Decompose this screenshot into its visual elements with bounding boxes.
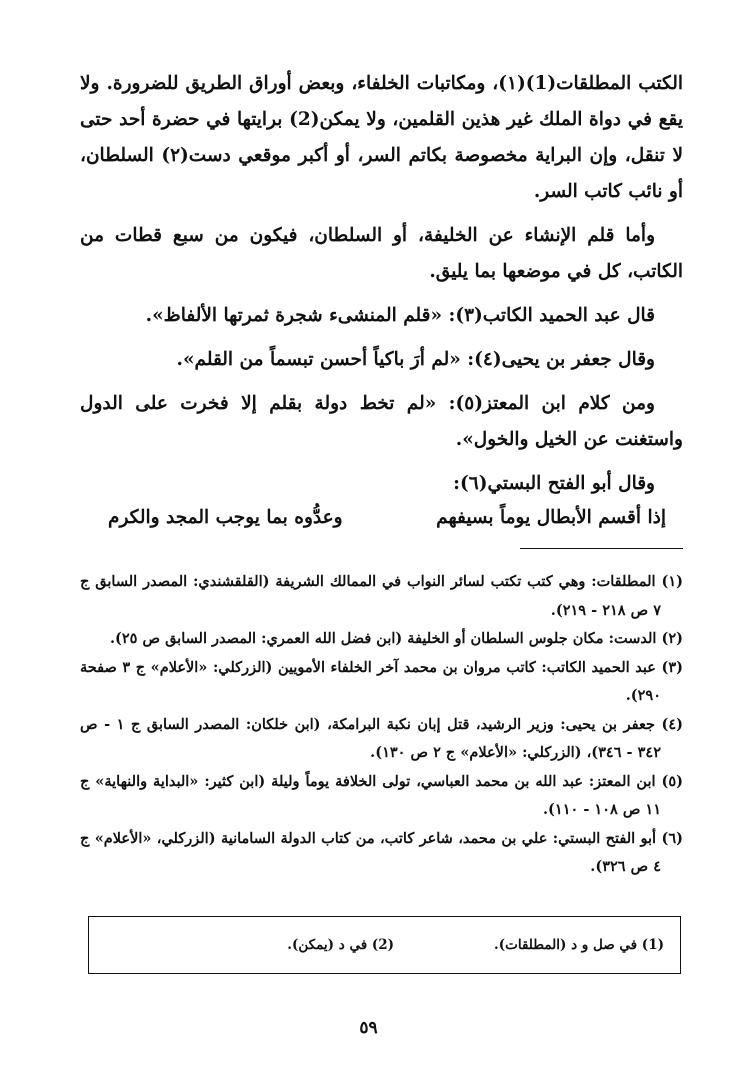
- paragraph: ومن كلام ابن المعتز(٥): «لم تخط دولة بقلم إلا فخرت على الدول واستغنت عن الخيل والخول».: [80, 393, 683, 450]
- paragraph: الكتب المطلقات(1)(١)، ومكاتبات الخلفاء، وبعض أوراق الطريق للضرورة. ولا يقع في دواة الملك غير هذين القلمين، ولا يمكن(2) برايتها في حضرة أحد حتى لا تنقل، وإن البراية مخصوصة بكاتم السر، أو أكبر موقعي دست(٢) السلطان، أو نائب كاتب السر.: [80, 73, 683, 202]
- footnote: (٥) ابن المعتز: عبد الله بن محمد العباسي، تولى الخلافة يوماً وليلة (ابن كثير: «البداية والنهاية» ج ١١ ص ١٠٨ - ١١٠).: [80, 772, 683, 818]
- editorial-notes-box: [88, 916, 681, 974]
- footnote-separator: [520, 548, 683, 549]
- editorial-note: (1) في صل و د (المطلقات).: [494, 937, 664, 953]
- page-number: ٥٩: [359, 1018, 378, 1038]
- footnote: (٣) عبد الحميد الكاتب: كاتب مروان بن محمد آخر الخلفاء الأمويين (الزركلي: «الأعلام» ج ٣ صفحة ٢٩٠).: [80, 658, 683, 704]
- editorial-note: (2) في د (يمكن).: [287, 937, 395, 953]
- paragraph: وأما قلم الإنشاء عن الخليفة، أو السلطان، فيكون من سبع قطات من الكاتب، كل في موضعها بما يليق.: [80, 225, 683, 282]
- paragraph: قال عبد الحميد الكاتب(٣): «قلم المنشىء شجرة ثمرتها الألفاظ».: [145, 305, 655, 326]
- verse-second-hemistich: وعدُّوه بما يوجب المجد والكرم: [108, 507, 343, 528]
- footnote: (٢) الدست: مكان جلوس السلطان أو الخليفة (ابن فضل الله العمري: المصدر السابق ص ٢٥).: [109, 630, 683, 647]
- verse-first-hemistich: إذا أقسم الأبطال يوماً بسيفهم: [436, 507, 666, 528]
- footnote: (٤) جعفر بن يحيى: وزير الرشيد، قتل إبان نكبة البرامكة، (ابن خلكان: المصدر السابق ج ١ - ص ٣٤٢ - ٣٤٦)، (الزركلي: «الأعلام» ج ٢ ص ١٣٠).: [80, 715, 683, 761]
- poem-verse: [108, 500, 666, 536]
- footnote: (١) المطلقات: وهي كتب تكتب لسائر النواب في الممالك الشريفة (القلقشندي: المصدر السابق ج ٧ ص ٢١٨ - ٢١٩).: [80, 573, 683, 619]
- paragraph: وقال أبو الفتح البستي(٦):: [453, 473, 655, 494]
- main-text: [80, 66, 683, 510]
- footnotes: [80, 568, 683, 882]
- footnote: (٦) أبو الفتح البستي: علي بن محمد، شاعر كاتب، من كتاب الدولة السامانية (الزركلي، «الأعلام» ج ٤ ص ٣٢٦).: [80, 829, 683, 875]
- paragraph: وقال جعفر بن يحيى(٤): «لم أرَ باكياً أحسن تبسماً من القلم».: [176, 349, 655, 370]
